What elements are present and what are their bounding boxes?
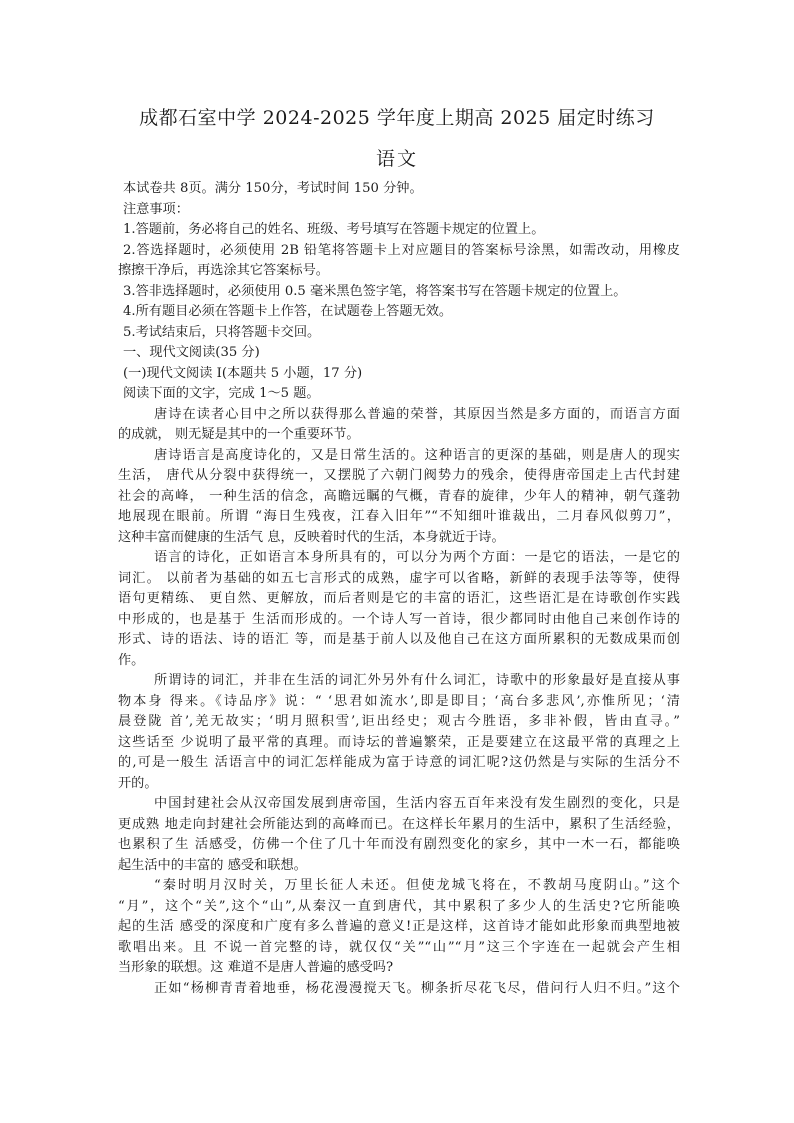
text-line: 所谓诗的词汇，并非在生活的词汇外另外有什么词汇，诗歌中的形象最好是直接从事 <box>154 673 680 688</box>
text-line: 社会的高峰， 一种生活的信念，高瞻远瞩的气概，青春的旋律，少年人的精神，朝气蓬勃 <box>118 488 680 504</box>
text-line: 形式、诗的语法、诗的语汇 等，而是基于前人以及他自己在这方面所累积的无数成果而创 <box>118 632 680 647</box>
text-line: 当形象的联想。这 难道不是唐人普遍的感受吗? <box>118 960 394 975</box>
text-line: 语句更精练、 更自然、更解放，而后者则是它的丰富的语汇，这些语汇是在诗歌创作实践 <box>118 591 680 606</box>
text-line: 5.考试结束后，只将答题卡交回。 <box>123 324 321 340</box>
text-line: 地展现在眼前。所谓 “海日生残夜，江春入旧年”“不知细叶谁裁出，二月春风似剪刀”， <box>118 509 680 524</box>
document-subtitle: 语文 <box>375 148 418 170</box>
text-line: 物本身 得来。《诗品序》说：“ ‘思君如流水’,即是即目；‘高台多悲风’,亦惟所见；‘清 <box>118 693 680 709</box>
text-line: 唐诗语言是高度诗化的，又是日常生活的。这种语言的更深的基础，则是唐人的现实 <box>154 447 680 463</box>
text-line: 起的生活 感受的深度和广度有多么普遍的意义!正是这样，这首诗才能如此形象而典型地被 <box>118 919 680 934</box>
text-line: 一、现代文阅读(35 分) <box>123 345 260 360</box>
text-line: 唐诗在读者心目中之所以获得那么普遍的荣誉，其原因当然是多方面的，而语言方面 <box>154 406 680 422</box>
text-line: 本试卷共 8页。满分 150分，考试时间 150 分钟。 <box>123 181 423 196</box>
text-line: 晨登陇 首’,羌无故实；‘明月照积雪’,讵出经史；观古今胜语，多非补假，皆由直寻。” <box>118 714 680 729</box>
text-line: 词汇。 以前者为基础的如五七言形式的成熟，虚字可以省略，新鲜的表现手法等等，使得 <box>118 570 680 586</box>
text-line: 3.答非选择题时，必须使用 0.5 毫米黑色签字笔，将答案书写在答题卡规定的位置上。 <box>123 283 627 299</box>
text-line: 更成熟 地走向封建社会所能达到的高峰而已。在这样长年累月的生活中，累积了生活经验， <box>118 816 680 832</box>
text-line: 正如“杨柳青青着地垂，杨花漫漫搅天飞。柳条折尽花飞尽，借问行人归不归。”这个 <box>154 980 680 996</box>
text-line: 这种丰富而健康的生活气 息，反映着时代的生活，本身就近于诗。 <box>118 529 505 545</box>
text-line: 生活， 唐代从分裂中获得统一，又摆脱了六朝门阀势力的残余，使得唐帝国走上古代封建 <box>118 468 680 483</box>
text-line: 的,可是一般生 活语言中的词汇怎样能成为富于诗意的词汇呢?这仍然是与实际的生活分不 <box>118 755 680 770</box>
text-line: “月”，这个“关”,这个“山”,从秦汉一直到唐代，其中累积了多少人的生活史?它所能唤 <box>118 898 680 914</box>
text-line: 注意事项： <box>123 201 189 217</box>
text-line: (一)现代文阅读 I(本题共 5 小题，17 分) <box>123 365 363 381</box>
text-line: 2.答选择题时，必须使用 2B 铅笔将答题卡上对应题目的答案标号涂黑，如需改动，用橡皮 <box>123 242 680 258</box>
document-body <box>118 179 680 999</box>
text-line: 这些话至 少说明了最平常的真理。而诗坛的普遍繁荣，正是要建立在这最平常的真理之上 <box>118 734 680 750</box>
text-line: 4.所有题目必须在答题卡上作答，在试题卷上答题无效。 <box>123 304 453 319</box>
text-line: 阅读下面的文字，完成 1～5 题。 <box>123 386 320 401</box>
document-title: 成都石室中学 2024-2025 学年度上期高 2025 届定时练习 <box>139 107 655 129</box>
text-line: 语言的诗化，正如语言本身所具有的，可以分为两个方面：一是它的语法，一是它的 <box>154 550 680 565</box>
text-line: 擦擦干净后，再选涂其它答案标号。 <box>118 263 329 278</box>
text-line: 1.答题前，务必将自己的姓名、班级、考号填写在答题卡规定的位置上。 <box>123 222 545 237</box>
text-line: 作。 <box>118 652 145 668</box>
text-line: 起生活中的丰富的 感受和联想。 <box>118 857 307 873</box>
text-line: 中国封建社会从汉帝国发展到唐帝国，生活内容五百年来没有发生剧烈的变化，只是 <box>154 796 680 811</box>
text-line: 开的。 <box>118 775 158 791</box>
text-line: 歌唱出来。且 不说一首完整的诗，就仅仅“关”“山”“月”这三个字连在一起就会产生相 <box>118 939 680 955</box>
text-line: 中形成的，也是基于 生活而形成的。一个诗人写一首诗，很少都同时由他自己来创作诗的 <box>118 611 680 627</box>
text-line: “秦时明月汉时关，万里长征人未还。但使龙城飞将在，不教胡马度阴山。”这个 <box>154 878 680 893</box>
text-line: 的成就， 则无疑是其中的一个重要环节。 <box>118 427 360 442</box>
text-line: 也累积了生 活感受，仿佛一个住了几十年而没有剧烈变化的家乡，其中一木一石，都能唤 <box>118 837 680 852</box>
